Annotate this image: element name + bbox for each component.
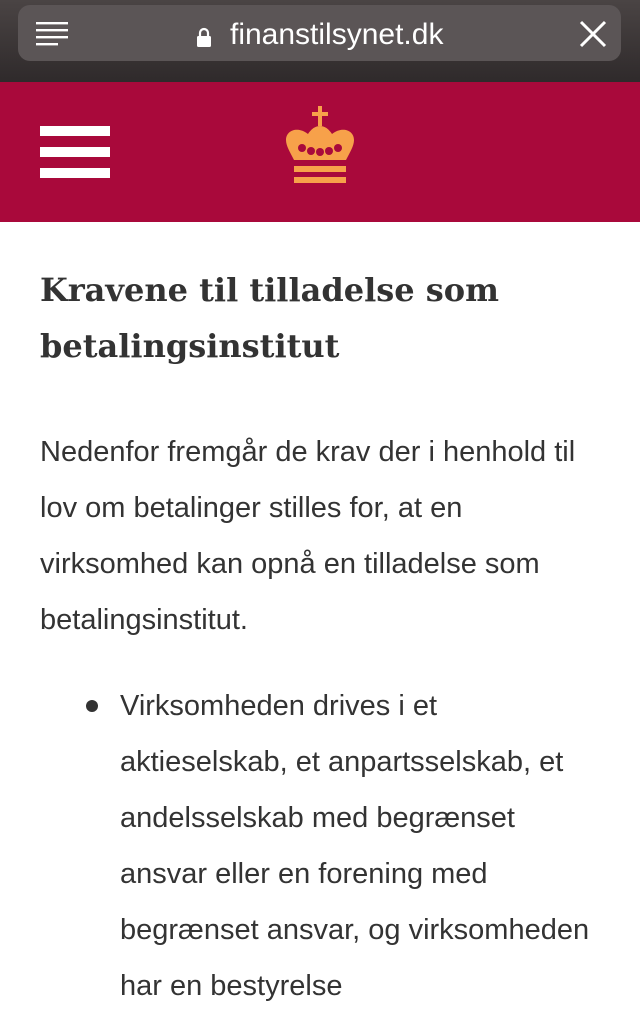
address-bar[interactable] [18,5,621,61]
browser-toolbar [0,0,640,82]
close-icon[interactable] [578,19,608,49]
site-header [0,82,640,222]
lock-icon [196,27,212,47]
main-content [40,222,610,1014]
bullet-icon [86,700,98,712]
url-text[interactable]: finanstilsynet.dk [230,18,444,51]
intro-paragraph: Nedenfor fremgår de krav der i henhold til lov om betalinger stilles for, at en virksomhed kan opnå en tilladelse som betalingsinstitut. [40,436,576,636]
list-item [40,678,610,1014]
requirements-list [40,678,610,1014]
page-title: Kravene til tilladelse som betalingsinstitut [40,271,499,365]
requirement-text: Virksomheden drives i et aktieselskab, et anpartsselskab, et andelsselskab med begrænset ansvar eller en forening med begrænset ansvar, og virksomheden har en bestyrelse [120,690,590,1002]
reader-view-icon[interactable] [36,20,68,46]
hamburger-menu-icon[interactable] [40,126,110,178]
crown-icon[interactable] [278,104,362,186]
